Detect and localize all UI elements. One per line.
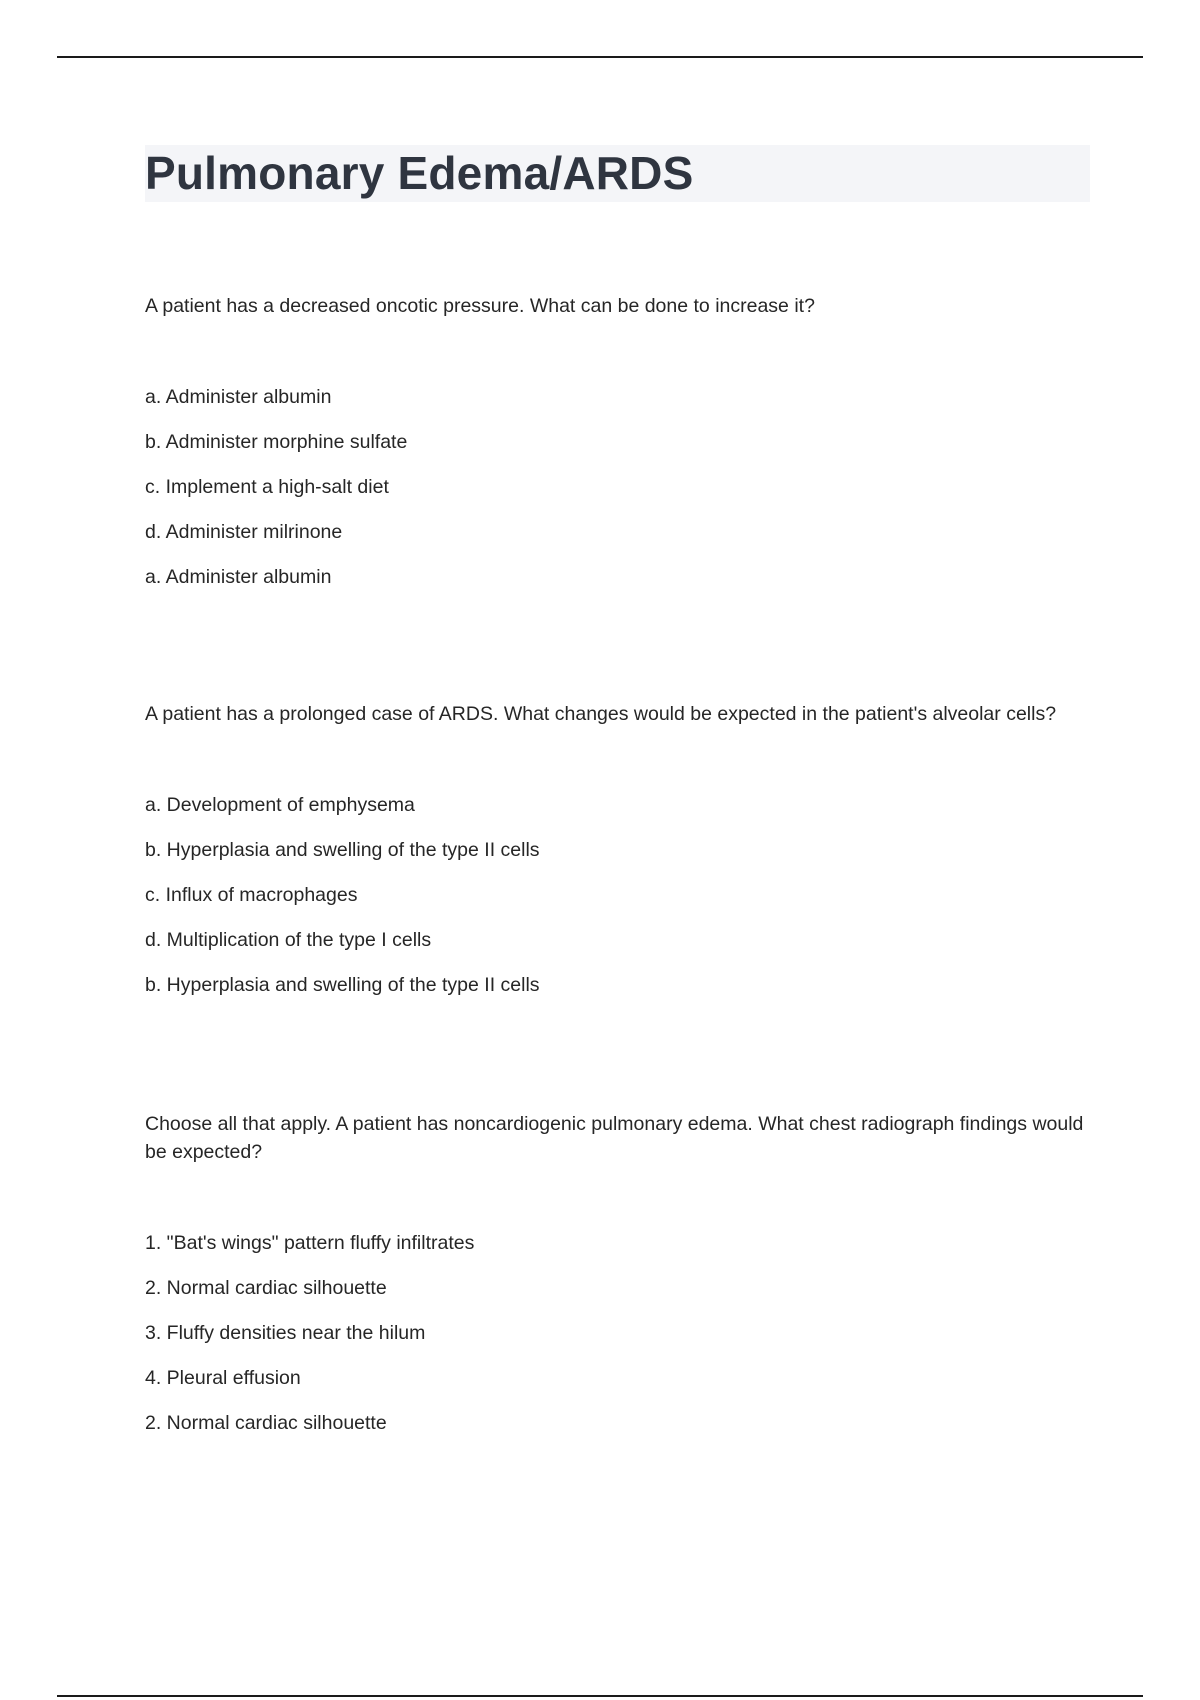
option-item: c. Implement a high-salt diet (145, 476, 389, 498)
title-block (145, 145, 1090, 202)
option-list (145, 791, 1090, 971)
option-item: 2. Normal cardiac silhouette (145, 1277, 387, 1299)
option-item: 1. "Bat's wings" pattern fluffy infiltrates (145, 1232, 475, 1254)
option-list (145, 383, 1090, 563)
option-item: b. Hyperplasia and swelling of the type II cells (145, 839, 540, 861)
question-1 (145, 292, 1090, 608)
page-title: Pulmonary Edema/ARDS (145, 147, 694, 199)
options-block (145, 791, 1090, 1016)
option-item: 3. Fluffy densities near the hilum (145, 1322, 426, 1344)
options-block (145, 383, 1090, 608)
question-2 (145, 700, 1090, 1016)
option-item: 4. Pleural effusion (145, 1367, 301, 1389)
answer-text: a. Administer albumin (145, 566, 332, 588)
bottom-rule (57, 1695, 1143, 1697)
option-item: c. Influx of macrophages (145, 884, 358, 906)
answer-text: b. Hyperplasia and swelling of the type II cells (145, 974, 540, 996)
option-item: b. Administer morphine sulfate (145, 431, 408, 453)
option-item: d. Multiplication of the type I cells (145, 929, 432, 951)
top-rule (57, 56, 1143, 58)
question-text: Choose all that apply. A patient has noncardiogenic pulmonary edema. What chest radiograph findings would be expected? (145, 1113, 1084, 1163)
question-text: A patient has a prolonged case of ARDS. What changes would be expected in the patient's alveolar cells? (145, 703, 1057, 725)
option-item: a. Development of emphysema (145, 794, 415, 816)
options-block (145, 1229, 1090, 1454)
question-3 (145, 1110, 1090, 1454)
option-list (145, 1229, 1090, 1409)
option-item: a. Administer albumin (145, 386, 332, 408)
option-item: d. Administer milrinone (145, 521, 343, 543)
question-text: A patient has a decreased oncotic pressure. What can be done to increase it? (145, 295, 815, 317)
answer-text: 2. Normal cardiac silhouette (145, 1412, 387, 1434)
